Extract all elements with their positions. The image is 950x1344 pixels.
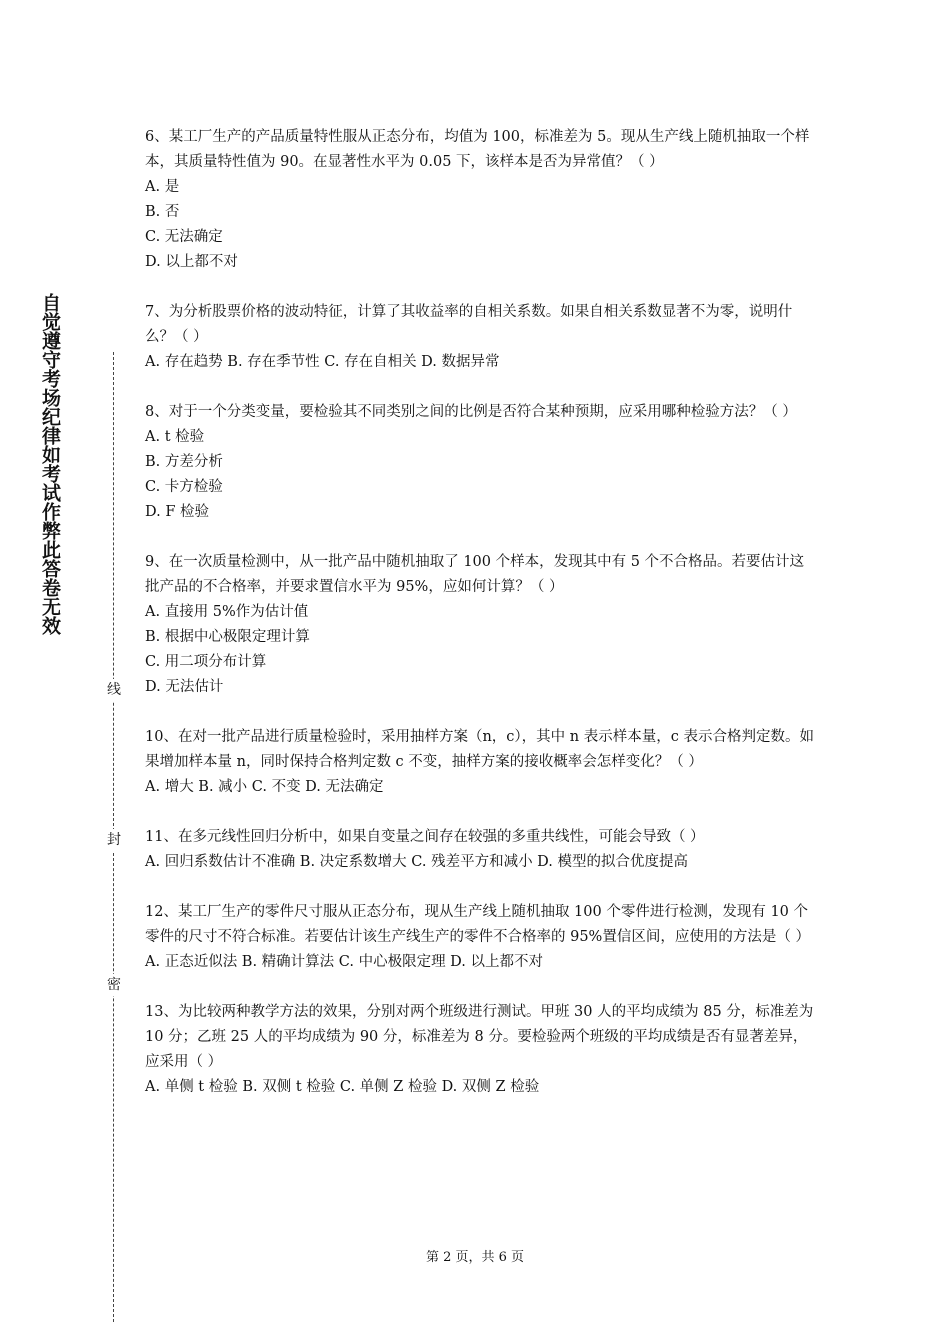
question-stem: 7、为分析股票价格的波动特征，计算了其收益率的自相关系数。如果自相关系数显著不为零，说明什么？（ ）	[145, 304, 793, 345]
questions-section	[145, 125, 815, 1125]
option-c: C. 用二项分布计算	[145, 654, 267, 670]
option-a: A. t 检验	[145, 429, 205, 445]
binding-mark-feng: 封	[103, 829, 125, 851]
question-stem: 11、在多元线性回归分析中，如果自变量之间存在较强的多重共线性，可能会导致（ ）	[145, 829, 705, 845]
option-b: B. 否	[145, 204, 180, 220]
option-a: A. 直接用 5%作为估计值	[145, 604, 309, 620]
question-stem: 9、在一次质量检测中，从一批产品中随机抽取了 100 个样本，发现其中有 5 个不合格品。若要估计这批产品的不合格率，并要求置信水平为 95%，应如何计算？（ ）	[145, 554, 805, 595]
options-line: A. 正态近似法 B. 精确计算法 C. 中心极限定理 D. 以上都不对	[145, 954, 544, 970]
question-12	[145, 900, 815, 975]
option-d: D. F 检验	[145, 504, 209, 520]
question-6	[145, 125, 815, 275]
binding-mark-mi: 密	[103, 974, 125, 996]
question-stem: 10、在对一批产品进行质量检验时，采用抽样方案（n，c），其中 n 表示样本量，c 表示合格判定数。如果增加样本量 n，同时保持合格判定数 c 不变，抽样方案的接收概率会怎样变化？（ ）	[145, 729, 814, 770]
options-line: A. 单侧 t 检验 B. 双侧 t 检验 C. 单侧 Z 检验 D. 双侧 Z 检验	[145, 1079, 540, 1095]
option-b: B. 根据中心极限定理计算	[145, 629, 310, 645]
exam-discipline-notice: 自觉遵守考场纪律如考试作弊此答卷无效	[39, 293, 61, 635]
question-13	[145, 1000, 815, 1100]
option-b: B. 方差分析	[145, 454, 223, 470]
question-11	[145, 825, 815, 875]
option-a: A. 是	[145, 179, 180, 195]
option-d: D. 以上都不对	[145, 254, 238, 270]
options-line: A. 增大 B. 减小 C. 不变 D. 无法确定	[145, 779, 384, 795]
question-10	[145, 725, 815, 800]
option-c: C. 卡方检验	[145, 479, 223, 495]
question-7	[145, 300, 815, 375]
question-stem: 6、某工厂生产的产品质量特性服从正态分布，均值为 100，标准差为 5。现从生产线上随机抽取一个样本，其质量特性值为 90。在显著性水平为 0.05 下，该样本是否为异常值？（ ）	[145, 129, 810, 170]
question-stem: 12、某工厂生产的零件尺寸服从正态分布，现从生产线上随机抽取 100 个零件进行检测，发现有 10 个零件的尺寸不符合标准。若要估计该生产线生产的零件不合格率的 95%置信区间，应使用的方法是（ ）	[145, 904, 810, 945]
option-d: D. 无法估计	[145, 679, 224, 695]
option-c: C. 无法确定	[145, 229, 223, 245]
question-stem: 8、对于一个分类变量，要检验其不同类别之间的比例是否符合某种预期，应采用哪种检验方法？（ ）	[145, 404, 797, 420]
options-line: A. 回归系数估计不准确 B. 决定系数增大 C. 残差平方和减小 D. 模型的拟合优度提高	[145, 854, 689, 870]
binding-mark-xian: 线	[103, 679, 125, 701]
options-line: A. 存在趋势 B. 存在季节性 C. 存在自相关 D. 数据异常	[145, 354, 500, 370]
question-8	[145, 400, 815, 525]
page-footer: 第 2 页，共 6 页	[425, 1250, 525, 1265]
question-9	[145, 550, 815, 700]
question-stem: 13、为比较两种教学方法的效果，分别对两个班级进行测试。甲班 30 人的平均成绩为 85 分，标准差为 10 分；乙班 25 人的平均成绩为 90 分，标准差为 8 分。要检验两个班级的平均成绩是否有显著差异，应采用（ ）	[145, 1004, 814, 1070]
